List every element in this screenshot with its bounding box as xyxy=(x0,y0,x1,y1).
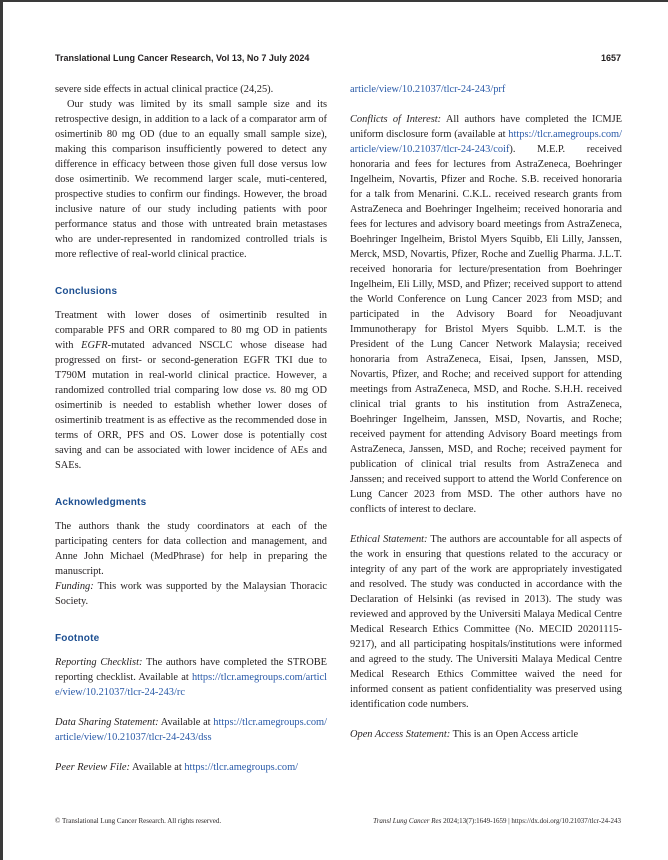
paragraph-conclusions xyxy=(55,308,327,473)
data-sharing-link[interactable]: https://tlcr.amegroups.com/article/view/10.21037/tlcr-24-243/dss xyxy=(55,717,327,743)
citation-details: 2024;13(7):1649-1659 | https://dx.doi.org/10.21037/tlcr-24-243 xyxy=(441,817,621,825)
text: -mutated advanced NSCLC whose disease had progressed on first- or second-generation EGFR TKI due to T790M mutation in real-world clinical practice. However, a randomized controlled trial comparing low dose xyxy=(55,340,327,396)
text: 80 mg OD osimertinib is needed to establish whether lower doses of osimertinib treatment is as effective as the recommended dose in terms of ORR, PFS and OS. Lower dose is potentially cost saving and can be associated with lower incidence of AEs and SAEs. xyxy=(55,385,327,471)
text: All authors have completed the ICMJE uniform disclosure form (available at xyxy=(350,114,622,140)
text: ). M.E.P. received honoraria and fees for lectures from AstraZeneca, Boehringer Ingelheim, Novartis, Pfizer and Roche. S.B. received honoraria for a talk from Menarini. C.K.L. received research grants from AstraZeneca and Boehringer Ingelheim; received honoraria and fees for lectures and advisory board meetings from AstraZeneca, Boehringer Ingelheim, Bristol Myers Squibb, Eli Lilly, Janssen, Merck, MSD, Novartis, Pfizer, Roche and Zuellig Pharma. J.L.T. received honoraria for lecture/presentation from Boehringer Ingelheim, Eli Lilly, MSD, and Pfizer; received support to attend the World Conference on Lung Cancer 2023 from MSD; and participated in the Advisory Board for Neoadjuvant Immunotherapy for Bristol Myers Squibb. L.M.T. is the President of the Lung Cancer Network Malaysia; received honoraria from AstraZeneca, Eisai, Ipsen, Janssen, MSD, Novartis, Pfizer, and Roche; and received support for attending meetings from AstraZeneca, MSD, and Roche. S.H.H. received clinical trial grants to his institution from AstraZeneca, Boehringer Ingelheim, Janssen, MSD, Novartis, and Roche; received payment for attending Advisory Board meetings from AstraZeneca, Janssen, MSD, and Roche; received payment for publication of clinical trial results from AstraZeneca and Janssen; and received support to attend the World Conference on Lung Cancer 2023 from MSD. The other authors have no conflicts of interest to declare. xyxy=(350,144,622,515)
heading-acknowledgments: Acknowledgments xyxy=(55,497,147,508)
text: This is an Open Access article xyxy=(450,729,579,740)
peer-review-link-continued[interactable]: article/view/10.21037/tlcr-24-243/prf xyxy=(350,84,506,95)
left-column xyxy=(55,82,327,775)
gene-name: EGFR xyxy=(81,340,108,351)
paragraph-reporting-checklist xyxy=(55,655,327,700)
paragraph-continued: severe side effects in actual clinical practice (24,25). xyxy=(55,84,274,95)
text: Treatment with lower doses of osimertinib resulted in comparable PFS and ORR compared to 80 mg OD in patients with xyxy=(55,310,327,351)
paragraph-peer-review xyxy=(55,760,327,775)
text: Available at xyxy=(130,762,185,773)
heading-conclusions: Conclusions xyxy=(55,286,118,297)
heading-footnote: Footnote xyxy=(55,633,100,644)
journal-title: Translational Lung Cancer Research, Vol 13, No 7 July 2024 xyxy=(55,53,310,63)
paragraph-acknowledgments: The authors thank the study coordinators at each of the participating centers for data collection and management, and Anne John Michael (MedPhrase) for help in preparing the manuscript. xyxy=(55,521,327,577)
paragraph-funding xyxy=(55,579,327,609)
paragraph-ethical-statement xyxy=(350,532,622,712)
paragraph-limitations: Our study was limited by its small sample size and its retrospective design, in addition to a lack of a comparator arm of osimertinib 80 mg OD (due to an equally small sample size), making this comparison insufficiently powered to detect any difference in efficacy between those given full dose versus low dose osimertinib. We recommend larger scale, muti-centered, prospective studies to confirm our findings. However, the broad inclusive nature of our study including patients with poor performance status and those with untreated brain metastases who are under-represented in randomized controlled trials is more reflective of real-world clinical practice. xyxy=(55,99,327,260)
running-header xyxy=(55,53,621,63)
citation xyxy=(373,817,621,825)
text: The authors have completed the STROBE reporting checklist. Available at xyxy=(55,657,327,683)
page-number: 1657 xyxy=(600,53,621,63)
label: Peer Review File: xyxy=(55,762,131,773)
text: The authors are accountable for all aspects of the work in ensuring that questions related to the accuracy or integrity of any part of the work are appropriately investigated and resolved. The study was conducted in accordance with the Declaration of Helsinki (as revised in 2013). The study was reviewed and approved by the Universiti Malaya Medical Centre Medical Research Ethics Committee (No. MECID 20201115-9217), and all participating hospitals/institutions were informed and agreed to the study. The Universiti Malaya Medical Centre Medical Research Ethics Committee waived the need for informed consent as patient confidentiality was preserved using identification code numbers. xyxy=(350,534,623,710)
peer-review-link[interactable]: https://tlcr.amegroups.com/ xyxy=(184,762,299,773)
right-column xyxy=(350,82,622,742)
page-footer xyxy=(55,817,621,825)
reporting-checklist-link[interactable]: https://tlcr.amegroups.com/article/view/10.21037/tlcr-24-243/rc xyxy=(55,672,327,698)
paragraph-data-sharing xyxy=(55,715,327,745)
funding-label: Funding: xyxy=(55,581,94,592)
paragraph-conflicts-of-interest xyxy=(350,112,622,517)
text: vs. xyxy=(265,385,277,396)
citation-journal: Transl Lung Cancer Res xyxy=(373,817,442,825)
coif-link[interactable]: https://tlcr.amegroups.com/article/view/10.21037/tlcr-24-243/coif xyxy=(350,129,622,155)
label: Reporting Checklist: xyxy=(55,657,143,668)
label: Conflicts of Interest: xyxy=(350,114,442,125)
paragraph-open-access xyxy=(350,727,622,742)
label: Ethical Statement: xyxy=(350,534,428,545)
label: Open Access Statement: xyxy=(350,729,451,740)
copyright: © Translational Lung Cancer Research. All rights reserved. xyxy=(55,817,222,825)
text: Available at xyxy=(158,717,214,728)
text: This work was supported by the Malaysian Thoracic Society. xyxy=(55,581,327,607)
label: Data Sharing Statement: xyxy=(55,717,159,728)
